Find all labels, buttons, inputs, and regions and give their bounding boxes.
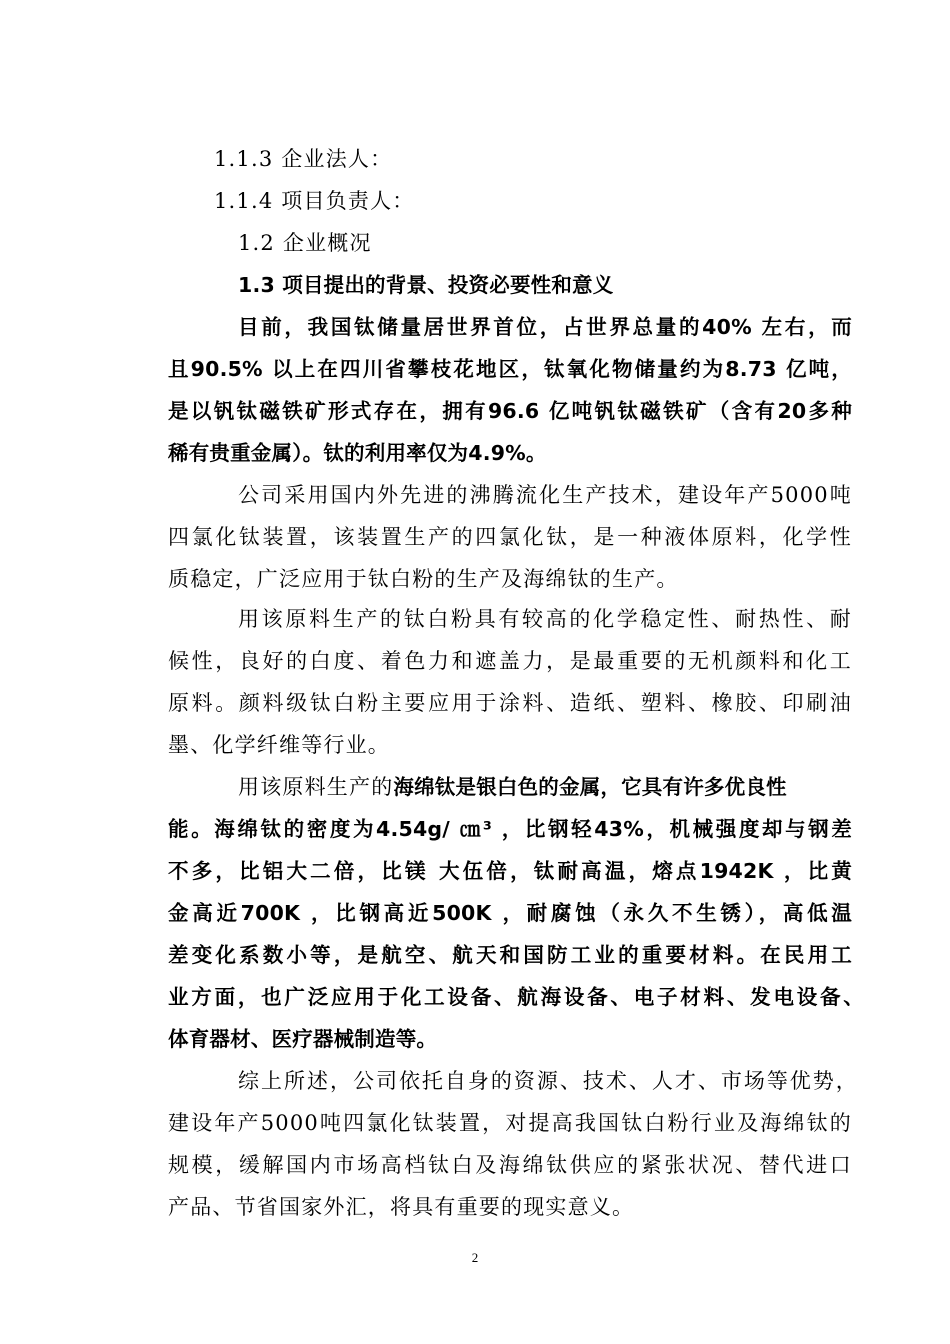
paragraph-4-line: 金高近700K ，比钢高近500K ，耐腐蚀（永久不生锈），高低温 <box>168 901 852 925</box>
paragraph-2-line: 四氯化钛装置，该装置生产的四氯化钛，是一种液体原料，化学性 <box>168 525 852 549</box>
page-number: 2 <box>471 1250 479 1265</box>
heading-1-2: 1.2 企业概况 <box>238 231 372 255</box>
paragraph-5-line: 规模，缓解国内市场高档钛白及海绵钛供应的紧张状况、替代进口 <box>168 1153 852 1177</box>
paragraph-4-line <box>238 772 852 802</box>
paragraph-4-lead-bold: 海绵钛是银白色的金属，它具有许多优良性 <box>393 775 787 799</box>
paragraph-3-line: 原料。颜料级钛白粉主要应用于涂料、造纸、塑料、橡胶、印刷油 <box>168 691 852 715</box>
paragraph-2-line: 质稳定，广泛应用于钛白粉的生产及海绵钛的生产。 <box>168 567 679 591</box>
paragraph-5-line: 产品、节省国家外汇，将具有重要的现实意义。 <box>168 1195 635 1219</box>
paragraph-4-line: 能。海绵钛的密度为4.54g/ ㎝³ ，比钢轻43%，机械强度却与钢差 <box>168 817 852 841</box>
paragraph-4-lead: 用该原料生产的 <box>238 775 394 799</box>
paragraph-4-line: 体育器材、医疗器械制造等。 <box>168 1027 438 1051</box>
paragraph-1-line: 目前，我国钛储量居世界首位，占世界总量的40% 左右，而 <box>238 315 852 339</box>
paragraph-4-line: 差变化系数小等，是航空、航天和国防工业的重要材料。在民用工 <box>168 943 852 967</box>
heading-1-1-3: 1.1.3 企业法人： <box>214 147 393 171</box>
paragraph-5-line: 建设年产5000吨四氯化钛装置，对提高我国钛白粉行业及海绵钛的 <box>168 1111 852 1135</box>
paragraph-5-line: 综上所述，公司依托自身的资源、技术、人才、市场等优势， <box>238 1069 858 1093</box>
paragraph-4-line: 不多，比铝大二倍，比镁 大伍倍，钛耐高温，熔点1942K ，比黄 <box>168 859 852 883</box>
paragraph-2-line: 公司采用国内外先进的沸腾流化生产技术，建设年产5000吨 <box>238 483 852 507</box>
heading-1-3: 1.3 项目提出的背景、投资必要性和意义 <box>238 273 614 297</box>
paragraph-3-line: 用该原料生产的钛白粉具有较高的化学稳定性、耐热性、耐 <box>238 607 852 631</box>
paragraph-1-line: 且90.5% 以上在四川省攀枝花地区，钛氧化物储量约为8.73 亿吨， <box>168 357 852 381</box>
paragraph-3-line: 墨、化学纤维等行业。 <box>168 733 390 757</box>
heading-1-1-4: 1.1.4 项目负责人： <box>214 189 415 213</box>
paragraph-1-line: 稀有贵重金属）。钛的利用率仅为4.9%。 <box>168 441 547 465</box>
paragraph-3-line: 候性，良好的白度、着色力和遮盖力，是最重要的无机颜料和化工 <box>168 649 852 673</box>
paragraph-4-line: 业方面，也广泛应用于化工设备、航海设备、电子材料、发电设备、 <box>168 985 864 1009</box>
paragraph-1-line: 是以钒钛磁铁矿形式存在，拥有96.6 亿吨钒钛磁铁矿（含有20多种 <box>168 399 852 423</box>
